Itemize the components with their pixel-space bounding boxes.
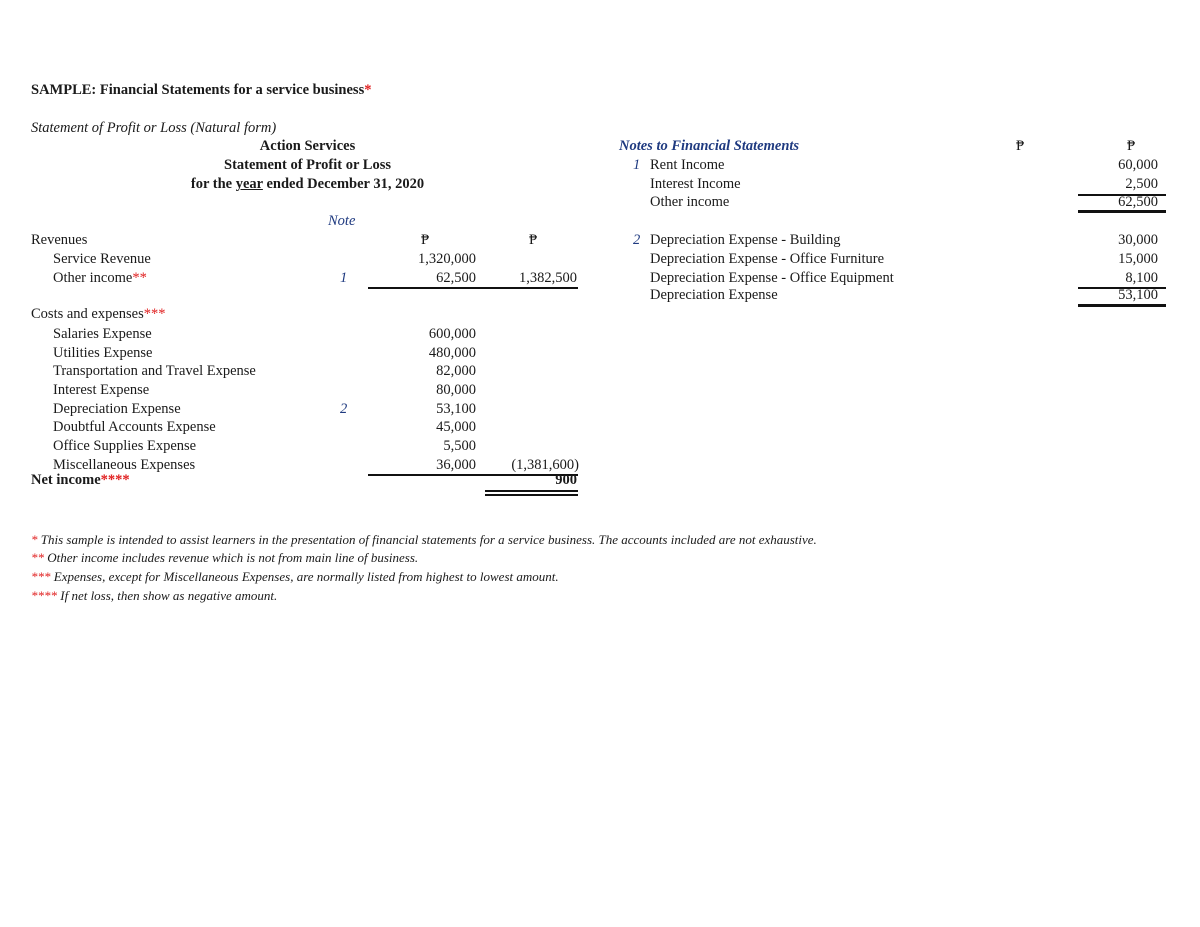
expense-item-amount: 45,000 — [436, 419, 476, 435]
expense-item-label: Doubtful Accounts Expense — [53, 419, 216, 435]
footnote: **** If net loss, then show as negative amount. — [31, 588, 278, 603]
note-item-label: Depreciation Expense — [650, 287, 778, 303]
note-reference: 1 — [340, 270, 348, 286]
note-item-amount: 15,000 — [1118, 251, 1158, 267]
footnote: *** Expenses, except for Miscellaneous Expenses, are normally listed from highest to lowest amount. — [31, 569, 559, 584]
footnote: * This sample is intended to assist learners in the presentation of financial statements for a service business. The accounts included are not exhaustive. — [31, 532, 817, 547]
expense-item-label: Office Supplies Expense — [53, 438, 197, 454]
net-income-double-underline — [485, 490, 578, 492]
statement-period: for the year ended December 31, 2020 — [190, 176, 425, 192]
expense-item-label: Interest Expense — [53, 382, 150, 398]
expense-item-amount: 80,000 — [436, 382, 476, 398]
expenses-label: Costs and expenses*** — [31, 306, 166, 322]
net-income-amount: 900 — [555, 472, 577, 488]
expense-item-amount: 82,000 — [436, 363, 476, 379]
currency-symbol: ₱ — [529, 232, 538, 248]
revenue-item-amount: 1,320,000 — [418, 251, 476, 267]
note-reference: 2 — [340, 401, 348, 417]
note-item-amount: 53,100 — [1118, 287, 1158, 303]
expenses-total: (1,381,600) — [511, 457, 579, 473]
expense-item-amount: 36,000 — [436, 457, 476, 473]
currency-symbol: ₱ — [421, 232, 430, 248]
expense-item-label: Miscellaneous Expenses — [53, 457, 196, 473]
document-title: SAMPLE: Financial Statements for a service business* — [31, 82, 372, 98]
currency-symbol: ₱ — [1016, 138, 1025, 154]
net-income-double-underline — [485, 494, 578, 496]
revenue-item-amount: 62,500 — [436, 270, 476, 286]
expense-item-amount: 480,000 — [428, 345, 476, 361]
footnote: ** Other income includes revenue which is not from main line of business. — [31, 550, 419, 565]
company-name: Action Services — [259, 138, 356, 154]
note-item-label: Interest Income — [650, 176, 741, 192]
note-item-amount: 30,000 — [1118, 232, 1158, 248]
note-item-label: Rent Income — [650, 157, 725, 173]
expense-item-amount: 53,100 — [436, 401, 476, 417]
expense-item-label: Utilities Expense — [53, 345, 153, 361]
note-number: 1 — [633, 157, 641, 173]
revenue-item-label: Other income** — [53, 270, 147, 286]
note-item-amount: 62,500 — [1118, 194, 1158, 210]
note-column-header: Note — [328, 213, 356, 229]
note-item-label: Depreciation Expense - Office Equipment — [650, 270, 894, 286]
note-item-amount: 60,000 — [1118, 157, 1158, 173]
note-item-amount: 8,100 — [1125, 270, 1158, 286]
expense-item-amount: 5,500 — [443, 438, 476, 454]
note-item-label: Other income — [650, 194, 730, 210]
note1-total-underline — [1078, 210, 1166, 213]
notes-title: Notes to Financial Statements — [619, 138, 800, 154]
note-number: 2 — [633, 232, 641, 248]
note-item-label: Depreciation Expense - Office Furniture — [650, 251, 885, 267]
expense-item-label: Salaries Expense — [53, 326, 152, 342]
expense-item-amount: 600,000 — [428, 326, 476, 342]
revenues-underline — [368, 287, 578, 289]
currency-symbol: ₱ — [1127, 138, 1136, 154]
note-item-label: Depreciation Expense - Building — [650, 232, 841, 248]
expense-item-label: Depreciation Expense — [53, 401, 181, 417]
expense-item-label: Transportation and Travel Expense — [53, 363, 256, 379]
revenue-item-label: Service Revenue — [53, 251, 151, 267]
note-item-amount: 2,500 — [1125, 176, 1158, 192]
note2-total-underline — [1078, 304, 1166, 307]
net-income-label: Net income**** — [31, 472, 130, 488]
statement-form-label: Statement of Profit or Loss (Natural form) — [31, 120, 277, 136]
revenues-total: 1,382,500 — [519, 270, 577, 286]
statement-name: Statement of Profit or Loss — [224, 157, 391, 173]
revenues-label: Revenues — [31, 232, 88, 248]
